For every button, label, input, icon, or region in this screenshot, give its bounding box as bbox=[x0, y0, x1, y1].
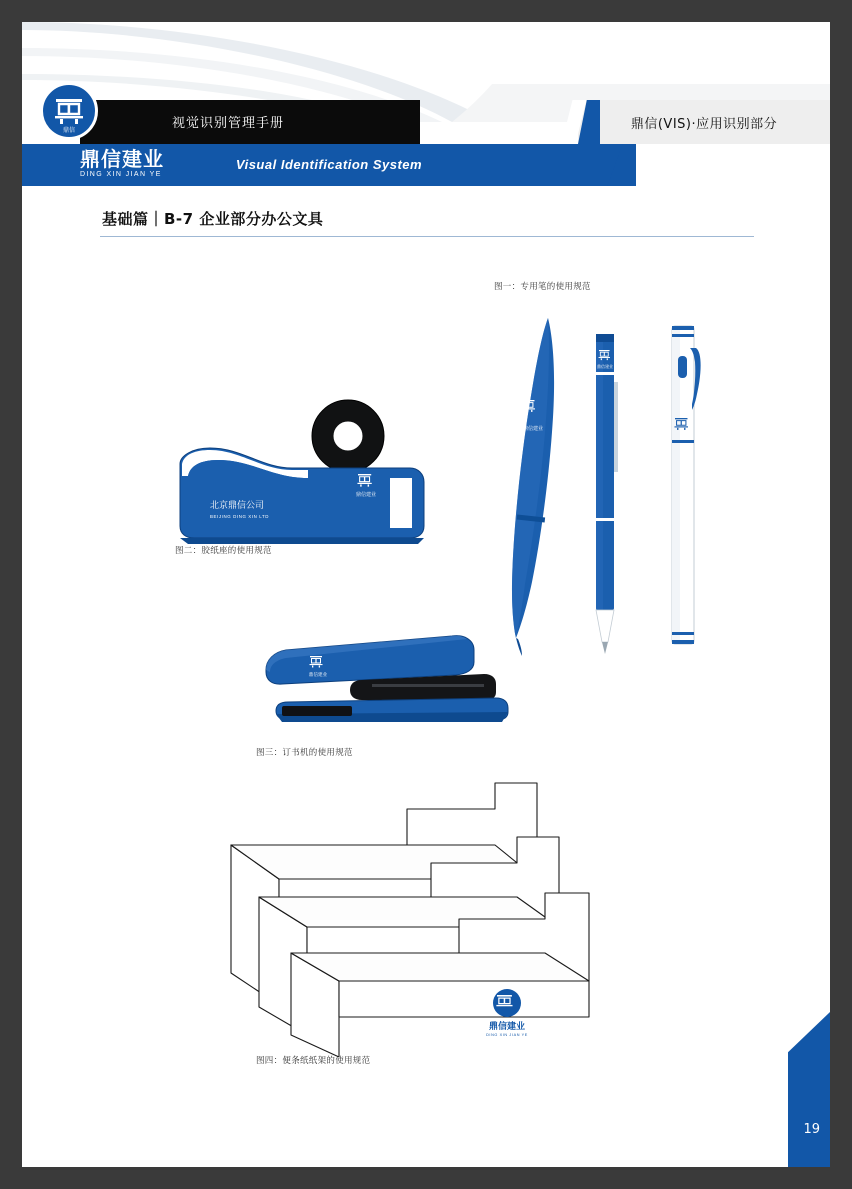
svg-text:鼎信建业: 鼎信建业 bbox=[308, 673, 328, 678]
masthead-right-title: 鼎信(VIS)·应用识别部分 bbox=[630, 117, 778, 132]
svg-text:DING XIN JIAN YE: DING XIN JIAN YE bbox=[486, 1033, 528, 1037]
vis-label: Visual Identification System bbox=[235, 157, 423, 172]
brand-band bbox=[22, 144, 830, 186]
brand-band-white bbox=[636, 144, 830, 186]
svg-text:鼎信建业: 鼎信建业 bbox=[488, 1022, 526, 1032]
figure-1-pens-artwork bbox=[492, 312, 732, 672]
figure-1-caption: 图一：专用笔的使用规范 bbox=[494, 282, 591, 292]
masthead bbox=[22, 100, 830, 144]
masthead-left-bar bbox=[80, 100, 420, 144]
page bbox=[22, 22, 830, 1167]
masthead-right-panel bbox=[578, 100, 830, 144]
svg-text:鼎信建业: 鼎信建业 bbox=[355, 492, 377, 498]
page-title: 基础篇｜B-7 企业部分办公文具 bbox=[102, 210, 324, 228]
svg-text:鼎信建业: 鼎信建业 bbox=[522, 426, 544, 432]
svg-text:鼎信建业: 鼎信建业 bbox=[597, 364, 613, 369]
tape-company-en: BEIJING DING XIN LTD bbox=[210, 514, 270, 519]
brand-wordmark-en: DING XIN JIAN YE bbox=[80, 171, 162, 178]
manual-title: 视觉识别管理手册 bbox=[172, 116, 285, 131]
svg-text:鼎信: 鼎信 bbox=[62, 127, 76, 134]
title-divider bbox=[100, 236, 754, 237]
brand-wordmark-cn: 鼎信建业 bbox=[80, 147, 164, 171]
figure-2-tape-dispenser-artwork bbox=[152, 392, 452, 552]
figure-3-stapler-artwork bbox=[252, 622, 512, 732]
figure-4-paper-tray-artwork bbox=[207, 767, 637, 1057]
figure-4-caption: 图四：便条纸纸架的使用规范 bbox=[256, 1056, 371, 1066]
dingxin-crown-logo-icon bbox=[40, 82, 98, 140]
figure-3-caption: 图三：订书机的使用规范 bbox=[256, 748, 353, 758]
footer-corner-accent bbox=[788, 1012, 830, 1167]
figure-2-caption: 图二：胶纸座的使用规范 bbox=[175, 546, 272, 556]
tape-company-cn: 北京鼎信公司 bbox=[210, 501, 265, 511]
page-number: 19 bbox=[803, 1122, 820, 1137]
